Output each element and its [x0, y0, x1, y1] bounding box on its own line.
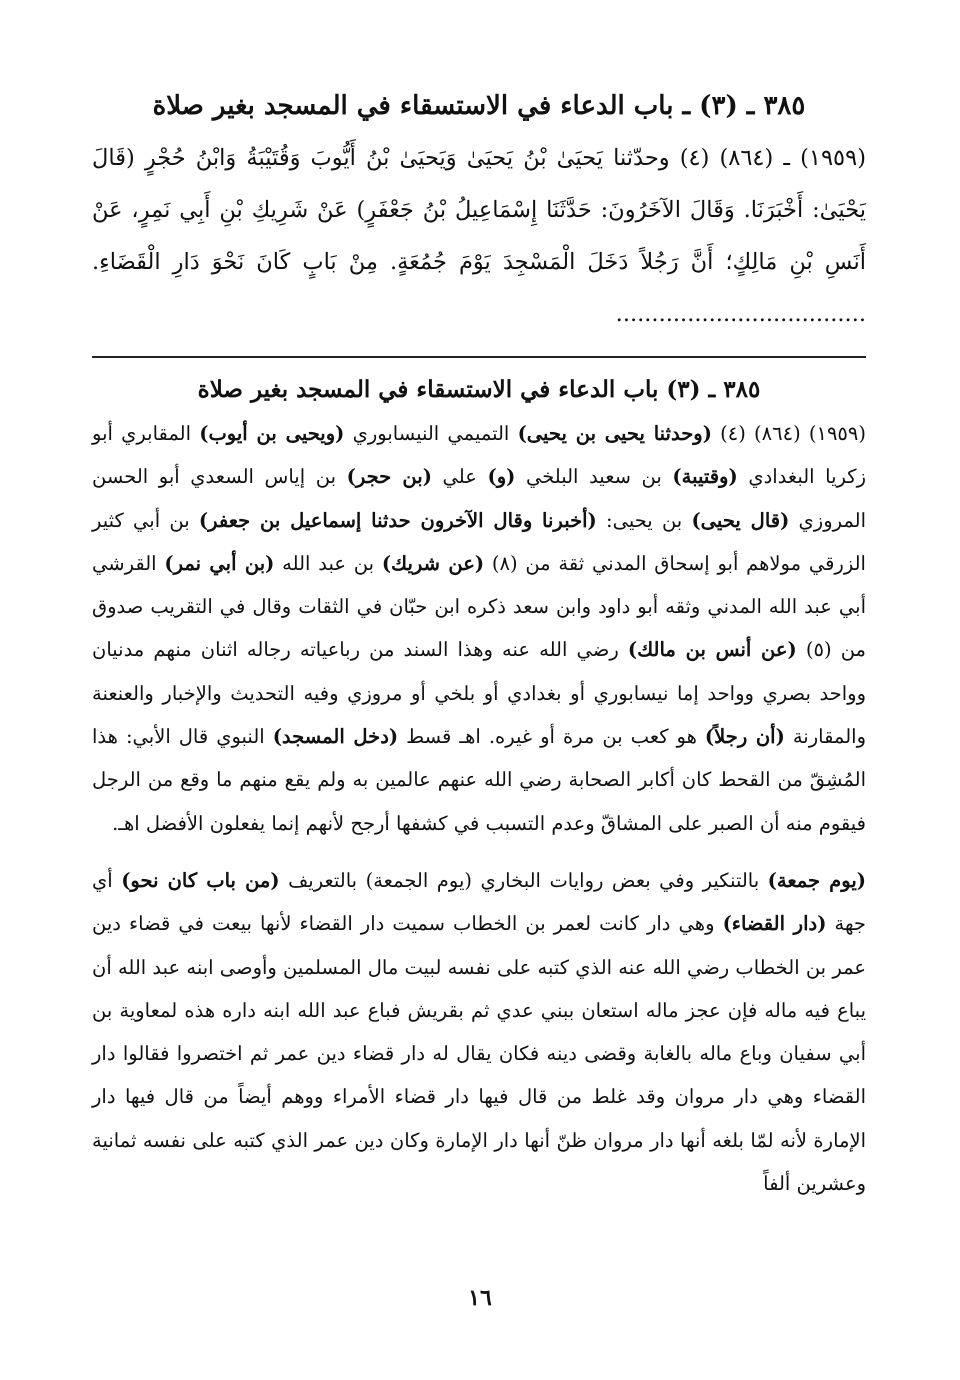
page-content — [92, 78, 866, 1205]
bold-text-run: (عن أنس بن مالك) — [627, 638, 797, 662]
bold-text-run: (دار القضاء) — [722, 912, 827, 936]
text-run: (١٩٥٩) (٨٦٤) (٤) — [711, 422, 866, 445]
text-run: النبوي قال الأبي: هذا المُشِقّ من القحط كان أكابر الصحابة رضي الله عنهم عالمين به ولم يقع منهم ما وقع من الرجل فيقوم منه أن الصبر على المشاقّ وعدم التسبب في كشفها أرجح لأنهم إنما يفعلون الأفضل اهـ. — [92, 725, 866, 835]
bold-text-run: (أن رجلاً) — [704, 725, 785, 749]
bold-text-run: (بن أبي نمر) — [164, 551, 275, 575]
bold-text-run: (من باب كان نحو) — [121, 868, 280, 892]
text-run: وهي دار كانت لعمر بن الخطاب سميت دار القضاء لأنها بيعت في قضاء دين عمر بن الخطاب رضي الله عنه الذي كتبه على نفسه لبيت مال المسلمين وأوصى ابنه عبد الله أن يباع فيه ماله فإن عجز ماله استعان ببني عدي ثم بقريش فباع عبد الله ابنه داره هذه لمعاوية بن أبي سفيان وباع ماله بالغابة وقضى دينه فكان يقال له دار قضاء دين عمر ثم اختصروا فقالوا دار القضاء وهي دار مروان وقد غلط من قال فيها دار قضاء الأمراء ووهم أيضاً من قال فيها دار الإمارة لأنه لمّا بلغه أنها دار مروان ظنّ أنها دار الإمارة وكان دين عمر الذي كتبه على نفسه ثمانية وعشرين ألفاً — [92, 912, 866, 1196]
bold-text-run: (وحدثنا يحيى بن يحيى) — [517, 422, 712, 445]
text-run: رضي الله عنه وهذا السند من رباعياته رجاله اثنان منهم مدنيان وواحد بصري وواحد إما نيسابوري أو بغدادي أو بلخي أو مروزي وفيه التحديث والإخبار والعنعنة والمقارنة — [92, 638, 866, 749]
text-run: أي جهة — [92, 868, 866, 936]
text-run: هو كعب بن مرة أو غيره. اهـ قسط — [398, 725, 705, 749]
bold-text-run: (دخل المسجد) — [272, 725, 399, 749]
text-run: بن عبد الله — [274, 551, 382, 575]
text-run: بالتنكير وفي بعض روايات البخاري (يوم الجمعة) بالتعريف — [279, 868, 768, 892]
bold-text-run: (أخبرنا وقال الآخرون حدثنا إسماعيل بن جعفر) — [198, 508, 597, 532]
text-run: بن سعيد البلخي — [515, 465, 673, 489]
commentary-paragraph-2 — [92, 859, 866, 1205]
text-run: علي — [431, 465, 488, 489]
bold-text-run: (بن حجر) — [346, 465, 432, 489]
bold-text-run: (يوم جمعة) — [767, 868, 866, 892]
text-run: القرشي أبي عبد الله المدني وثقه أبو داود وابن سعد ذكره ابن حبّان في الثقات وقال في التقريب صدوق من (٥) — [92, 551, 866, 662]
chapter-heading-top: ٣٨٥ ـ (٣) ـ باب الدعاء في الاستسقاء في المسجد بغير صلاة — [152, 91, 806, 121]
hadith-dots: ................................... — [615, 301, 866, 327]
bold-text-run: (و) — [487, 465, 516, 489]
bold-text-run: (عن شريك) — [381, 551, 485, 575]
text-run: بن أبي كثير الزرقي مولاهم أبو إسحاق المدني ثقة من (٨) — [92, 508, 866, 575]
text-run: المقابري أبو زكريا البغدادي — [92, 422, 866, 489]
hadith-text: (١٩٥٩) ـ (٨٦٤) (٤) وحدّثنا يَحيَىٰ بْنُ يَحيَىٰ وَيَحيَىٰ بْنُ أَيُّوبَ وَقُتَيْبَةُ وَابْنُ حُجْرٍ (قَالَ يَحْيَىٰ: أَخْبَرَنَا. وَقَالَ الآخَرُونَ: حَدَّثَنَا إِسْمَاعِيلُ بْنُ جَعْفَرٍ) عَنْ شَرِيكِ بْنِ أَبِي نَمِرٍ، عَنْ أَنَسِ بْنِ مَالِكٍ؛ أَنَّ رَجُلاً دَخَلَ الْمَسْجِدَ يَوْمَ جُمُعَةٍ. مِنْ بَابٍ كَانَ نَحْوَ دَارِ الْقَضَاءِ. — [92, 145, 867, 275]
text-run: بن يحيى: — [596, 508, 692, 532]
text-run: التميمي النيسابوري — [344, 422, 518, 445]
bold-text-run: (قال يحيى) — [691, 508, 790, 532]
page-number: ١٦ — [468, 1285, 492, 1311]
bold-text-run: (ويحيى بن أيوب) — [199, 422, 345, 445]
hadith-text-block — [92, 132, 866, 340]
commentary-paragraph-1 — [92, 412, 866, 845]
separator-line — [92, 356, 866, 358]
chapter-heading-commentary: ٣٨٥ ـ (٣) باب الدعاء في الاستسقاء في المسجد بغير صلاة — [197, 376, 761, 403]
text-run: بن إياس السعدي أبو الحسن المروزي — [92, 465, 867, 532]
bold-text-run: (وقتيبة) — [672, 465, 738, 489]
